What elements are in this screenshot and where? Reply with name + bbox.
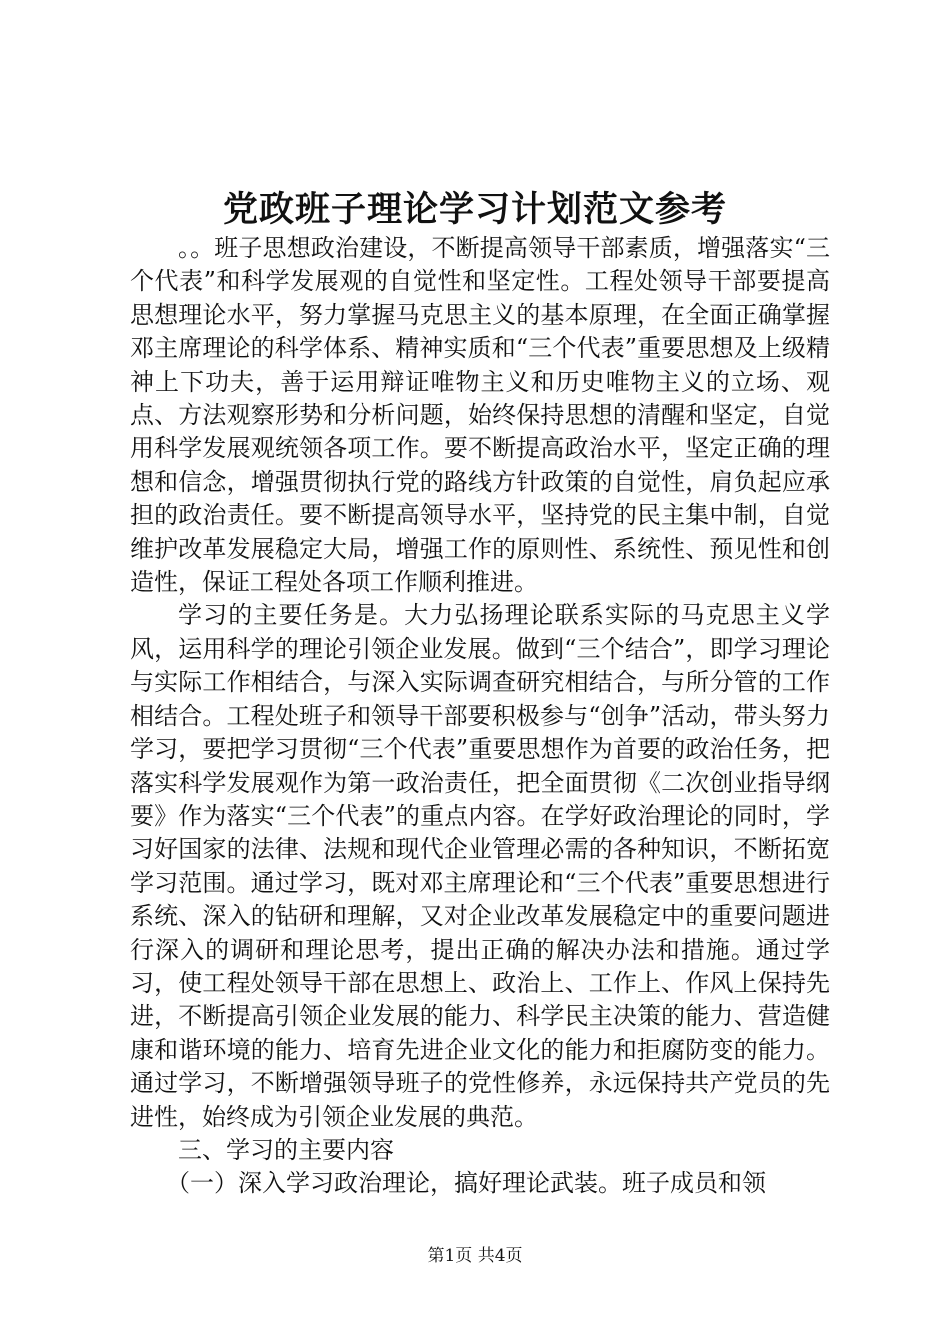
page-footer: 第1页 共4页	[427, 1246, 523, 1266]
section-heading: 三、学习的主要内容	[178, 1135, 394, 1164]
body-paragraph: 学习的主要任务是。大力弘扬理论联系实际的马克思主义学风，运用科学的理论引领企业发展。做到“三个结合”，即学习理论与实际工作相结合，与深入实际调查研究相结合，与所分管的工作相结合。工程处班子和领导干部要积极参与“创争”活动，带头努力学习，要把学习贯彻“三个代表”重要思想作为首要的政治任务，把落实科学发展观作为第一政治责任，把全面贯彻《二次创业指导纲要》作为落实“三个代表”的重点内容。在学好政治理论的同时，学习好国家的法律、法规和现代企业管理必需的各种知识，不断拓宽学习范围。通过学习，既对邓主席理论和“三个代表”重要思想进行系统、深入的钻研和理解，又对企业改革发展稳定中的重要问题进行深入的调研和理论思考，提出正确的解决办法和措施。通过学习，使工程处领导干部在思想上、政治上、工作上、作风上保持先进，不断提高引领企业发展的能力、科学民主决策的能力、营造健康和谐环境的能力、培育先进企业文化的能力和拒腐防变的能力。通过学习，不断增强领导班子的党性修养，永远保持共产党员的先进性，始终成为引领企业发展的典范。	[130, 601, 830, 1131]
subsection-paragraph: （一）深入学习政治理论，搞好理论武装。班子成员和领	[166, 1169, 766, 1198]
document-title: 党政班子理论学习计划范文参考	[222, 189, 727, 230]
document-body	[130, 232, 830, 1201]
body-paragraph: 。。班子思想政治建设，不断提高领导干部素质，增强落实“三个代表”和科学发展观的自觉性和坚定性。工程处领导干部要提高思想理论水平，努力掌握马克思主义的基本原理，在全面正确掌握邓主席理论的科学体系、精神实质和“三个代表”重要思想及上级精神上下功夫，善于运用辩证唯物主义和历史唯物主义的立场、观点、方法观察形势和分析问题，始终保持思想的清醒和坚定，自觉用科学发展观统领各项工作。要不断提高政治水平，坚定正确的理想和信念，增强贯彻执行党的路线方针政策的自觉性，肩负起应承担的政治责任。要不断提高领导水平，坚持党的民主集中制，自觉维护改革发展稳定大局，增强工作的原则性、系统性、预见性和创造性，保证工程处各项工作顺利推进。	[130, 234, 830, 597]
